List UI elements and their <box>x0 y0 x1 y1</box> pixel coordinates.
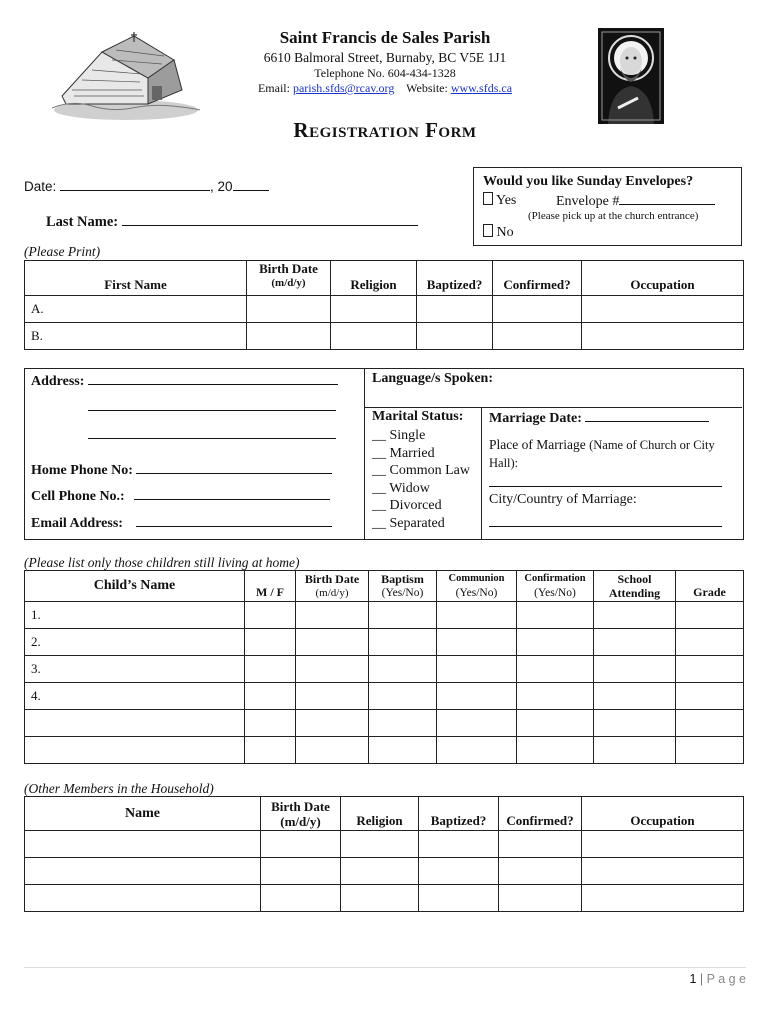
parish-telephone: Telephone No. 604-434-1328 <box>314 66 456 80</box>
birth-date-label: Birth Date <box>304 572 360 586</box>
table-row <box>25 629 744 656</box>
envelopes-note: (Please pick up at the church entrance) <box>528 210 699 222</box>
table-row <box>25 323 744 350</box>
envelopes-yes-row <box>483 192 516 209</box>
divider <box>481 407 482 539</box>
communion-label: Communion <box>448 573 505 584</box>
header-mf: M / F <box>245 571 296 602</box>
others-table <box>24 796 744 912</box>
envelope-number-label: Envelope # <box>556 194 620 209</box>
address-row <box>31 371 338 390</box>
cell[interactable] <box>261 858 341 885</box>
table-row <box>25 737 744 764</box>
cell[interactable] <box>517 710 594 737</box>
confirmation-yn: (Yes/No) <box>534 587 576 599</box>
cell[interactable] <box>499 831 582 858</box>
school-label-2: Attending <box>608 586 661 600</box>
email-address-label: Email Address: <box>31 516 123 531</box>
birth-date-format: (m/d/y) <box>315 587 349 599</box>
cell[interactable] <box>437 737 517 764</box>
cell[interactable] <box>417 296 493 323</box>
cell[interactable] <box>25 831 261 858</box>
birth-date-format: (m/d/y) <box>280 813 321 829</box>
table-row <box>25 602 744 629</box>
members-table <box>24 260 744 350</box>
address-label: Address: <box>31 374 85 389</box>
table-row <box>25 656 744 683</box>
cell[interactable] <box>419 885 499 912</box>
birth-date-format: (m/d/y) <box>271 277 306 289</box>
cell[interactable] <box>582 831 744 858</box>
saint-portrait <box>598 28 664 124</box>
cell[interactable] <box>245 710 296 737</box>
cell[interactable] <box>261 831 341 858</box>
cell[interactable] <box>676 656 744 683</box>
child-row-label[interactable]: 1. <box>25 602 245 629</box>
cell[interactable] <box>245 602 296 629</box>
cell[interactable] <box>261 885 341 912</box>
cell[interactable] <box>369 656 437 683</box>
cell[interactable] <box>417 323 493 350</box>
church-illustration <box>52 30 200 122</box>
marital-options <box>372 427 470 533</box>
date-field[interactable] <box>60 176 210 191</box>
cell[interactable] <box>369 602 437 629</box>
marital-option-divorced[interactable]: __ Divorced <box>372 498 442 514</box>
marriage-date-label: Marriage Date: <box>489 411 582 426</box>
cell[interactable] <box>582 858 744 885</box>
cell[interactable] <box>594 656 676 683</box>
cell[interactable] <box>296 683 369 710</box>
divider <box>364 407 742 408</box>
header-other-baptized: Baptized? <box>419 797 499 831</box>
languages-label: Language/s Spoken: <box>372 371 493 386</box>
cell[interactable] <box>331 296 417 323</box>
header-communion <box>437 571 517 602</box>
place-of-marriage-note2: Hall): <box>489 456 519 470</box>
parish-address: 6610 Balmoral Street, Burnaby, BC V5E 1J1 <box>263 50 507 65</box>
website-label: Website: <box>406 81 448 95</box>
child-row-label[interactable]: 4. <box>25 683 245 710</box>
marital-option-single[interactable]: __ Single <box>372 428 426 443</box>
header-child-birth-date <box>296 571 369 602</box>
cell[interactable] <box>25 885 261 912</box>
cell[interactable] <box>582 296 744 323</box>
header-other-name: Name <box>25 797 261 831</box>
row-label-b[interactable]: B. <box>25 323 247 350</box>
cell[interactable] <box>331 323 417 350</box>
marital-status-label: Marital Status: <box>372 409 464 424</box>
cell[interactable] <box>517 683 594 710</box>
birth-date-label: Birth Date <box>271 798 330 814</box>
cell[interactable] <box>419 831 499 858</box>
cell[interactable] <box>582 323 744 350</box>
marital-option-widow[interactable]: __ Widow <box>372 480 430 496</box>
page-label: P a g e <box>706 972 746 986</box>
year-field[interactable] <box>233 176 269 191</box>
cell[interactable] <box>517 602 594 629</box>
home-phone-row <box>31 460 332 479</box>
cell[interactable] <box>499 885 582 912</box>
home-phone-label: Home Phone No: <box>31 463 133 478</box>
yes-checkbox[interactable] <box>483 192 493 205</box>
cell[interactable] <box>245 629 296 656</box>
cell[interactable] <box>676 683 744 710</box>
no-label: No <box>496 225 514 240</box>
header-first-name: First Name <box>25 261 247 296</box>
cell[interactable] <box>517 737 594 764</box>
header-birth-date <box>247 261 331 296</box>
table-row <box>25 831 744 858</box>
cell[interactable] <box>341 885 419 912</box>
no-checkbox[interactable] <box>483 224 493 237</box>
email-link[interactable]: parish.sfds@rcav.org <box>292 81 395 95</box>
email-address-row <box>31 513 332 532</box>
birth-date-label: Birth Date <box>259 261 318 276</box>
header-other-religion: Religion <box>341 797 419 831</box>
cell[interactable] <box>493 296 582 323</box>
place-of-marriage-label: Place of Marriage <box>489 437 586 452</box>
cell[interactable] <box>296 710 369 737</box>
cell[interactable] <box>594 629 676 656</box>
marital-option-married[interactable]: __ Married <box>372 445 435 461</box>
header-occupation: Occupation <box>582 261 744 296</box>
header-other-confirmed: Confirmed? <box>499 797 582 831</box>
cell[interactable] <box>437 602 517 629</box>
cell[interactable] <box>594 710 676 737</box>
cell[interactable] <box>676 710 744 737</box>
row-label-a[interactable]: A. <box>25 296 247 323</box>
header-baptism <box>369 571 437 602</box>
parish-email-website <box>200 81 570 96</box>
page-footer: 1 | P a g e <box>689 972 746 986</box>
cell[interactable] <box>594 683 676 710</box>
others-caption: (Other Members in the Household) <box>24 781 214 796</box>
cell[interactable] <box>594 737 676 764</box>
email-label: Email: <box>257 81 290 95</box>
cell[interactable] <box>296 656 369 683</box>
cell-phone-row <box>31 486 330 505</box>
cell[interactable] <box>594 602 676 629</box>
year-prefix: , 20 <box>210 179 233 194</box>
cell-phone-field[interactable] <box>134 486 330 500</box>
children-caption: (Please list only those children still living at home) <box>24 555 300 570</box>
email-address-field[interactable] <box>136 513 332 527</box>
envelope-number-row <box>556 192 715 210</box>
address-field-2[interactable] <box>88 398 336 411</box>
table-row <box>25 858 744 885</box>
envelopes-question: Would you like Sunday Envelopes? <box>483 174 694 189</box>
baptism-yn: (Yes/No) <box>381 587 424 599</box>
cell[interactable] <box>437 629 517 656</box>
confirmation-label: Confirmation <box>524 573 586 584</box>
baptism-label: Baptism <box>381 572 424 586</box>
yes-label: Yes <box>495 193 517 208</box>
table-row <box>25 885 744 912</box>
cell[interactable] <box>437 710 517 737</box>
cell[interactable] <box>245 656 296 683</box>
address-field-1[interactable] <box>88 371 338 385</box>
cell[interactable] <box>25 858 261 885</box>
children-table <box>24 570 744 764</box>
cell[interactable] <box>245 683 296 710</box>
home-phone-field[interactable] <box>136 460 332 474</box>
city-country-field[interactable] <box>489 514 722 527</box>
cell[interactable] <box>369 629 437 656</box>
school-label: School <box>617 572 652 586</box>
cell[interactable] <box>419 858 499 885</box>
cell[interactable] <box>296 629 369 656</box>
child-row-label[interactable] <box>25 737 245 764</box>
cell[interactable] <box>245 737 296 764</box>
cell[interactable] <box>437 656 517 683</box>
cell[interactable] <box>437 683 517 710</box>
cell[interactable] <box>493 323 582 350</box>
envelopes-box <box>473 167 742 246</box>
envelopes-no-row <box>483 224 514 241</box>
divider <box>364 368 365 539</box>
date-row <box>24 176 269 194</box>
child-row-label[interactable]: 2. <box>25 629 245 656</box>
date-label: Date: <box>24 179 57 194</box>
cell[interactable] <box>582 885 744 912</box>
header-religion: Religion <box>331 261 417 296</box>
table-row <box>25 296 744 323</box>
website-link[interactable]: www.sfds.ca <box>450 81 513 95</box>
header-child-name: Child’s Name <box>25 571 245 602</box>
cell[interactable] <box>369 683 437 710</box>
cell[interactable] <box>369 737 437 764</box>
header-other-birth-date <box>261 797 341 831</box>
marital-option-common-law[interactable]: __ Common Law <box>372 463 470 479</box>
child-row-label[interactable]: 3. <box>25 656 245 683</box>
table-row <box>25 683 744 710</box>
please-print-note: (Please Print) <box>24 244 101 259</box>
envelope-number-field[interactable] <box>619 192 715 205</box>
header-grade: Grade <box>676 571 744 602</box>
cell[interactable] <box>341 858 419 885</box>
communion-yn: (Yes/No) <box>455 587 498 599</box>
cell[interactable] <box>296 602 369 629</box>
address-field-3[interactable] <box>88 426 336 439</box>
cell[interactable] <box>517 656 594 683</box>
header-confirmed: Confirmed? <box>493 261 582 296</box>
cell[interactable] <box>676 602 744 629</box>
page-number: 1 <box>689 972 697 986</box>
last-name-row <box>46 211 418 231</box>
form-title: Registration Form <box>293 118 477 142</box>
cell[interactable] <box>247 296 331 323</box>
city-country-label: City/Country of Marriage: <box>489 492 637 507</box>
place-of-marriage-field[interactable] <box>489 474 722 487</box>
cell[interactable] <box>499 858 582 885</box>
parish-name: Saint Francis de Sales Parish <box>279 28 491 47</box>
place-of-marriage <box>489 436 739 472</box>
cell[interactable] <box>296 737 369 764</box>
last-name-field[interactable] <box>122 211 418 226</box>
marriage-date-row <box>489 409 709 427</box>
cell-phone-label: Cell Phone No.: <box>31 489 125 504</box>
cell[interactable] <box>676 629 744 656</box>
header-school <box>594 571 676 602</box>
cell[interactable] <box>676 737 744 764</box>
cell[interactable] <box>247 323 331 350</box>
cell[interactable] <box>369 710 437 737</box>
table-row <box>25 710 744 737</box>
header-baptized: Baptized? <box>417 261 493 296</box>
child-row-label[interactable] <box>25 710 245 737</box>
marital-option-separated[interactable]: __ Separated <box>372 515 445 531</box>
header-confirmation <box>517 571 594 602</box>
cell[interactable] <box>341 831 419 858</box>
last-name-label: Last Name: <box>46 214 119 230</box>
marriage-date-field[interactable] <box>585 409 709 422</box>
cell[interactable] <box>517 629 594 656</box>
place-of-marriage-note: (Name of Church or City <box>589 438 715 452</box>
header-other-occupation: Occupation <box>582 797 744 831</box>
footer-rule <box>24 967 746 968</box>
